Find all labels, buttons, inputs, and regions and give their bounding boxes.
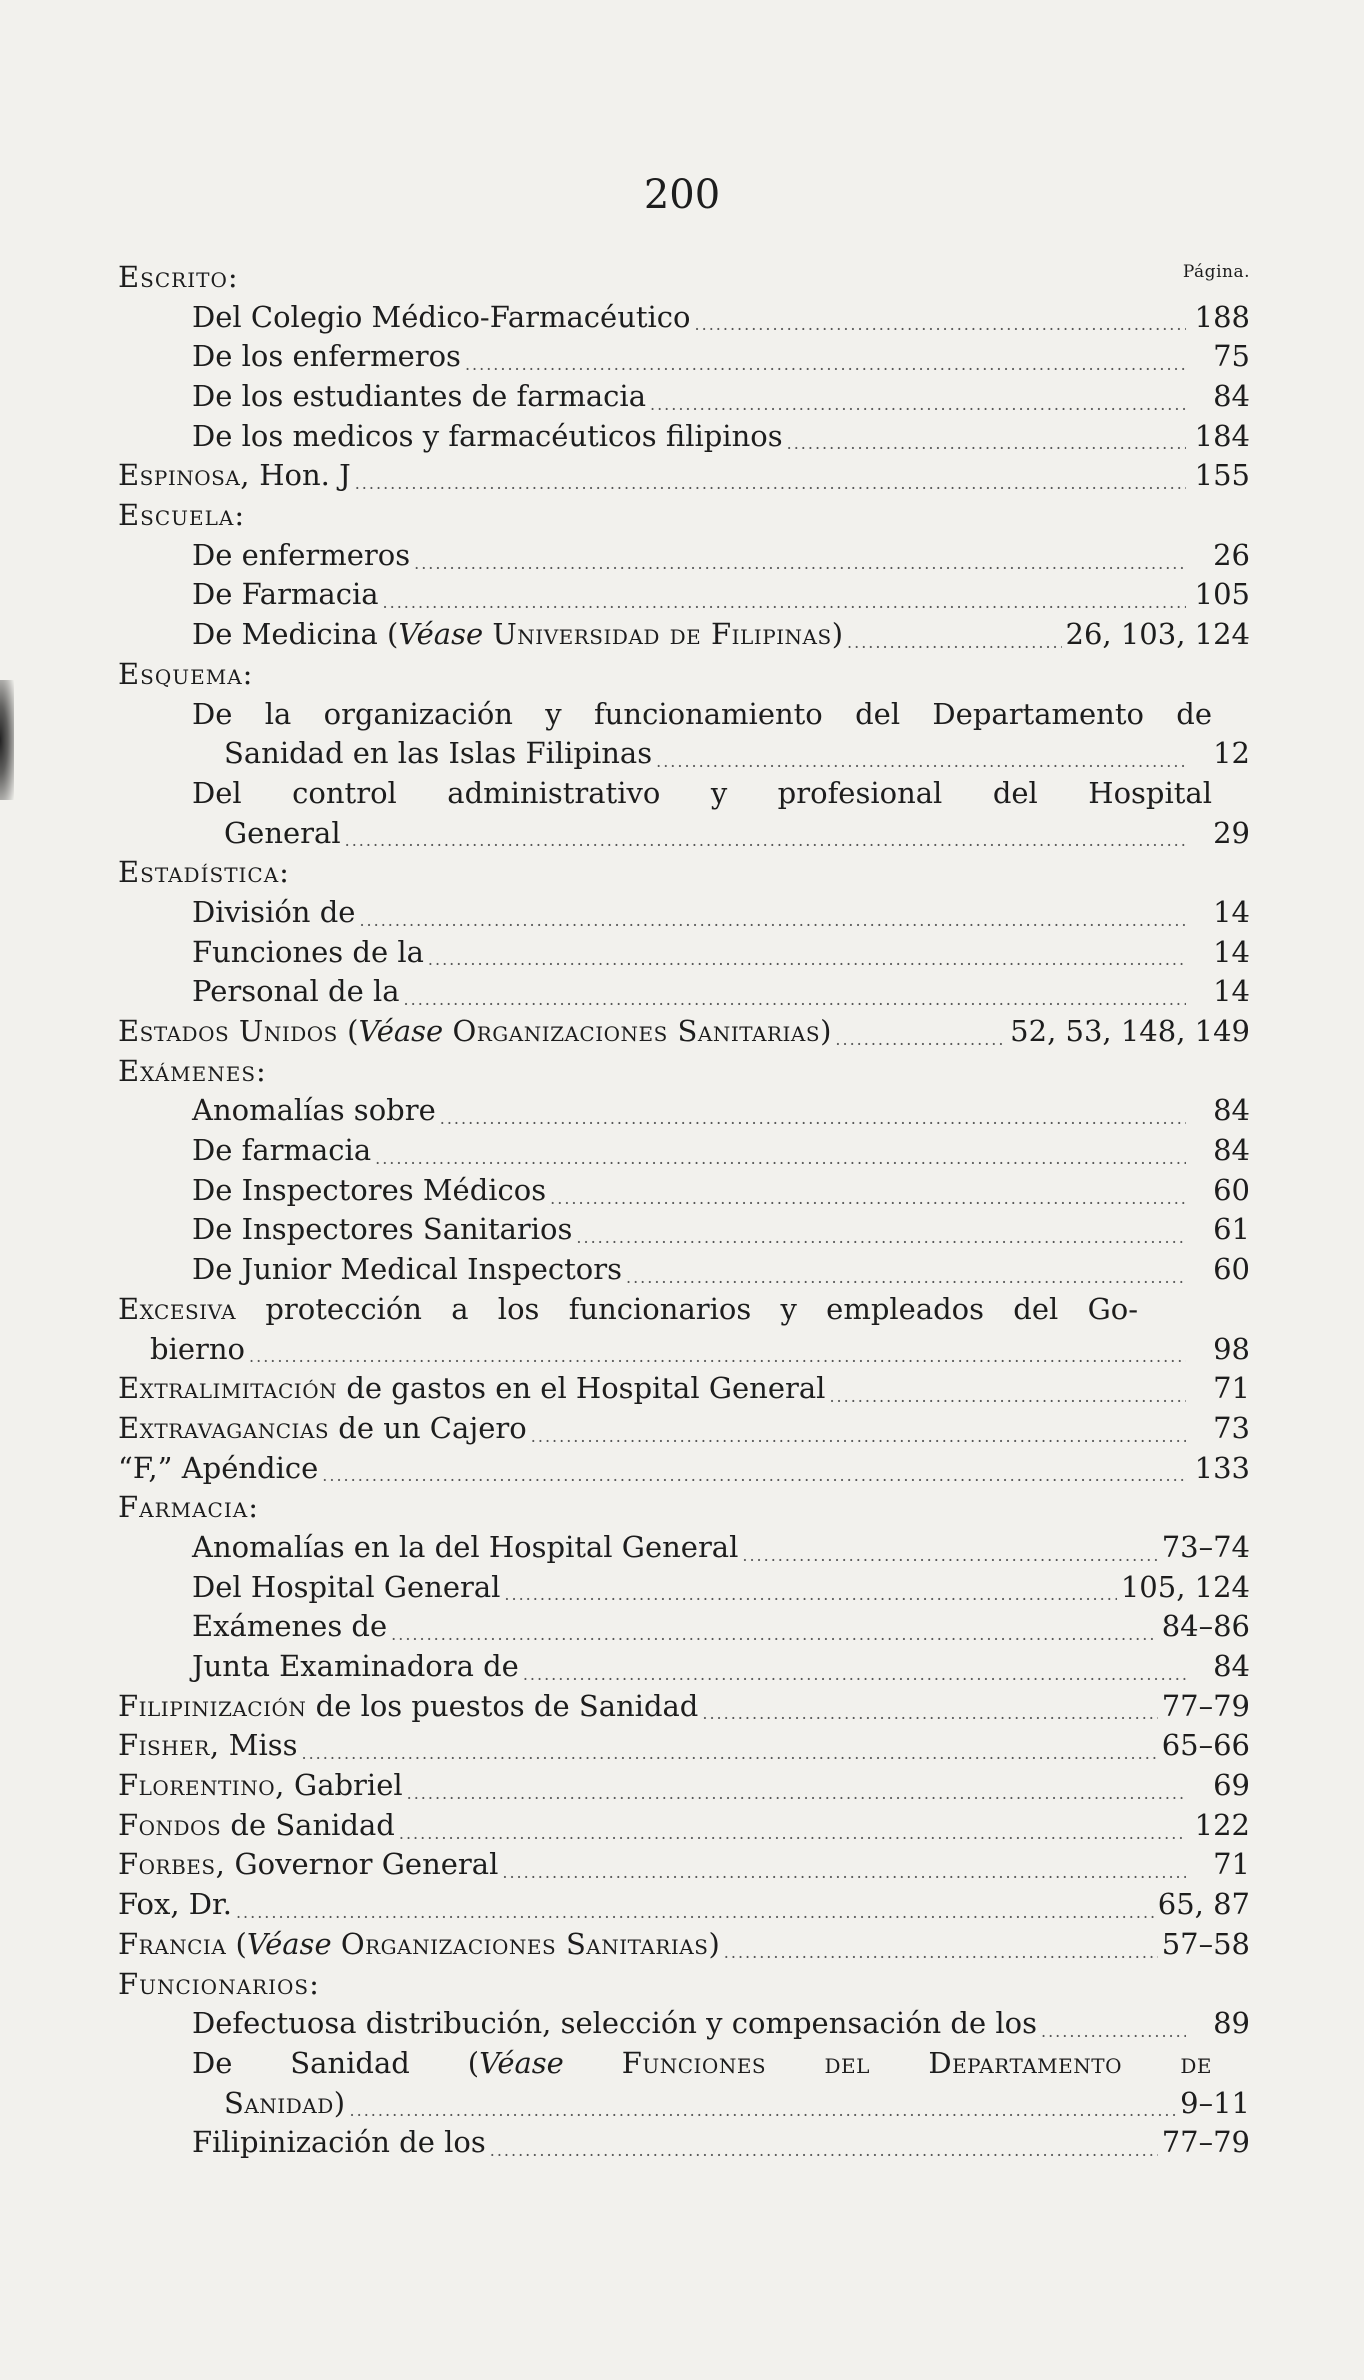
page-ref: 69: [1213, 1768, 1250, 1803]
page-ref: 12: [1213, 736, 1250, 771]
leader-dots: [650, 393, 1186, 417]
index-entry: De Inspectores Médicos ..... 60: [118, 1171, 1250, 1211]
index-entry: Filipinización de los ..... 77–79: [118, 2123, 1250, 2163]
index-entry: bierno ..... 98: [118, 1330, 1250, 1370]
index-heading-funcionarios: Funcionarios:: [118, 1966, 320, 2001]
index-entry: Funciones de la ..... 14: [118, 933, 1250, 973]
leader-dots: [404, 988, 1186, 1012]
leader-dots: [391, 1623, 1158, 1647]
page-ref: 26: [1213, 537, 1250, 572]
index-entry-forbes: Forbes, Governor General ..... 71: [118, 1846, 1250, 1886]
leader-dots: [531, 1425, 1186, 1449]
index-entry: Junta Examinadora de ..... 84: [118, 1647, 1250, 1687]
index-entry-fisher: Fisher, Miss ..... 65–66: [118, 1726, 1250, 1766]
index-entry: División de ..... 14: [118, 893, 1250, 933]
leader-dots: [383, 591, 1186, 615]
index-entry: De los enfermeros ..... 75: [118, 337, 1250, 377]
page-ref: 9–11: [1180, 2085, 1250, 2120]
leader-dots: [375, 1147, 1186, 1171]
page-ref: 122: [1194, 1807, 1250, 1842]
index-entry-line: Excesiva protección a los funcionarios y empleados del Go-: [118, 1291, 1138, 1326]
index-entry-fox: Fox, Dr. ..... 65, 87: [118, 1885, 1250, 1925]
index-entry: De Farmacia ..... 105: [118, 576, 1250, 616]
index-entry: De Medicina (Véase Universidad de Filipinas) ..... 26, 103, 124: [118, 615, 1250, 655]
leader-dots: [302, 1742, 1158, 1766]
index-entry-line: De la organización y funcionamiento del Departamento de: [192, 696, 1212, 731]
page-ref: 26, 103, 124: [1065, 617, 1250, 652]
index-entry-line: Del control administrativo y profesional del Hospital: [192, 775, 1212, 810]
page-ref: 105: [1194, 577, 1250, 612]
index-entry-filipinizacion: Filipinización de los puestos de Sanidad ..... 77–79: [118, 1687, 1250, 1727]
leader-dots: [322, 1464, 1186, 1488]
page-ref: 61: [1213, 1212, 1250, 1247]
index-entry: Personal de la ..... 14: [118, 972, 1250, 1012]
index-entry: Anomalías en la del Hospital General ..... 73–74: [118, 1528, 1250, 1568]
page-ref: 98: [1213, 1331, 1250, 1366]
index-entry: De Inspectores Sanitarios ..... 61: [118, 1211, 1250, 1251]
leader-dots: [490, 2139, 1158, 2163]
index-entry-f-apendice: “F,” Apéndice ..... 133: [118, 1449, 1250, 1489]
page-ref: 73–74: [1161, 1529, 1250, 1564]
index-entry: Del Hospital General ..... 105, 124: [118, 1568, 1250, 1608]
index-entry-estados-unidos: Estados Unidos (Véase Organizaciones Sanitarias) ..... 52, 53, 148, 149: [118, 1012, 1250, 1052]
leader-dots: [695, 313, 1186, 337]
leader-dots: [656, 750, 1186, 774]
index-entry-extravagancias: Extravagancias de un Cajero ..... 73: [118, 1409, 1250, 1449]
page-ref: 77–79: [1161, 1688, 1250, 1723]
index-entry: Anomalías sobre ..... 84: [118, 1091, 1250, 1131]
page-ref: 60: [1213, 1252, 1250, 1287]
page-ref: 155: [1194, 458, 1250, 493]
leader-dots: [523, 1663, 1186, 1687]
page-ref: 14: [1213, 974, 1250, 1009]
page-ref: 65–66: [1161, 1728, 1250, 1763]
page-ref: 29: [1213, 815, 1250, 850]
page-ref: 84–86: [1161, 1609, 1250, 1644]
index-entry-extralimitacion: Extralimitación de gastos en el Hospital General ..... 71: [118, 1369, 1250, 1409]
leader-dots: [576, 1226, 1186, 1250]
index-entry-francia: Francia (Véase Organizaciones Sanitarias) ..... 57–58: [118, 1925, 1250, 1965]
page-ref: 14: [1213, 934, 1250, 969]
leader-dots: [407, 1782, 1186, 1806]
leader-dots: [414, 552, 1186, 576]
page-ref: 71: [1213, 1847, 1250, 1882]
leader-dots: [787, 432, 1186, 456]
index-entry: Defectuosa distribución, selección y compensación de los ..... 89: [118, 2004, 1250, 2044]
page-ref: 14: [1213, 894, 1250, 929]
page-ref: 71: [1213, 1371, 1250, 1406]
index-entry: Sanidad en las Islas Filipinas ..... 12: [118, 734, 1250, 774]
page-ref: 133: [1194, 1450, 1250, 1485]
index-heading-esquema: Esquema:: [118, 656, 254, 691]
leader-dots: [724, 1941, 1158, 1965]
leader-dots: [350, 2099, 1177, 2123]
page-ref: 52, 53, 148, 149: [1010, 1014, 1250, 1049]
leader-dots: [236, 1901, 1154, 1925]
index-entry-line: De Sanidad (Véase Funciones del Departamento de: [192, 2045, 1212, 2080]
index-entry: De farmacia ..... 84: [118, 1131, 1250, 1171]
leader-dots: [550, 1187, 1186, 1211]
index-entry: General ..... 29: [118, 814, 1250, 854]
leader-dots: [1041, 2020, 1186, 2044]
index-entry: Del Colegio Médico-Farmacéutico ..... 188: [118, 298, 1250, 338]
page-column-header: Página.: [1182, 262, 1250, 282]
leader-dots: [359, 909, 1186, 933]
page-ref: 184: [1194, 418, 1250, 453]
index-entry-florentino: Florentino, Gabriel ..... 69: [118, 1766, 1250, 1806]
index-entry: Sanidad) ..... 9–11: [118, 2084, 1250, 2124]
leader-dots: [399, 1822, 1186, 1846]
index-entry: De Junior Medical Inspectors ..... 60: [118, 1250, 1250, 1290]
leader-dots: [702, 1702, 1157, 1726]
leader-dots: [626, 1266, 1186, 1290]
leader-dots: [835, 1028, 1006, 1052]
page-ref: 57–58: [1161, 1926, 1250, 1961]
index-heading-escuela: Escuela:: [118, 498, 246, 533]
page-ref: 84: [1213, 1093, 1250, 1128]
index-entry-fondos: Fondos de Sanidad ..... 122: [118, 1806, 1250, 1846]
index-heading-estadistica: Estadística:: [118, 855, 290, 890]
leader-dots: [465, 353, 1186, 377]
leader-dots: [829, 1385, 1186, 1409]
index-heading-escrito: Escrito:: [118, 260, 239, 294]
index-heading-examenes: Exámenes:: [118, 1053, 267, 1088]
page-ref: 89: [1213, 2006, 1250, 2041]
leader-dots: [428, 948, 1186, 972]
leader-dots: [502, 1861, 1186, 1885]
page-ref: 188: [1194, 299, 1250, 334]
page-ref: 84: [1213, 379, 1250, 414]
index-entry: De enfermeros ..... 26: [118, 536, 1250, 576]
index-list: [118, 258, 1250, 2163]
index-entry: De los medicos y farmacéuticos filipinos ..... 184: [118, 417, 1250, 457]
leader-dots: [440, 1107, 1186, 1131]
index-heading-farmacia: Farmacia:: [118, 1490, 259, 1525]
page-ref: 75: [1213, 339, 1250, 374]
page-ref: 77–79: [1161, 2125, 1250, 2160]
page-ref: 84: [1213, 1133, 1250, 1168]
page-ref: 84: [1213, 1649, 1250, 1684]
scan-edge-shadow: [0, 680, 14, 800]
index-entry: Exámenes de ..... 84–86: [118, 1607, 1250, 1647]
page-ref: 65, 87: [1157, 1887, 1250, 1922]
leader-dots: [249, 1345, 1186, 1369]
page-ref: 60: [1213, 1172, 1250, 1207]
page-number: 200: [643, 172, 721, 218]
leader-dots: [355, 472, 1186, 496]
leader-dots: [847, 631, 1061, 655]
index-entry-espinosa: Espinosa, Hon. J ..... 155: [118, 456, 1250, 496]
index-entry: De los estudiantes de farmacia ..... 84: [118, 377, 1250, 417]
page-ref: 73: [1213, 1410, 1250, 1445]
leader-dots: [345, 829, 1186, 853]
leader-dots: [504, 1583, 1116, 1607]
leader-dots: [742, 1544, 1157, 1568]
page-ref: 105, 124: [1120, 1569, 1250, 1604]
